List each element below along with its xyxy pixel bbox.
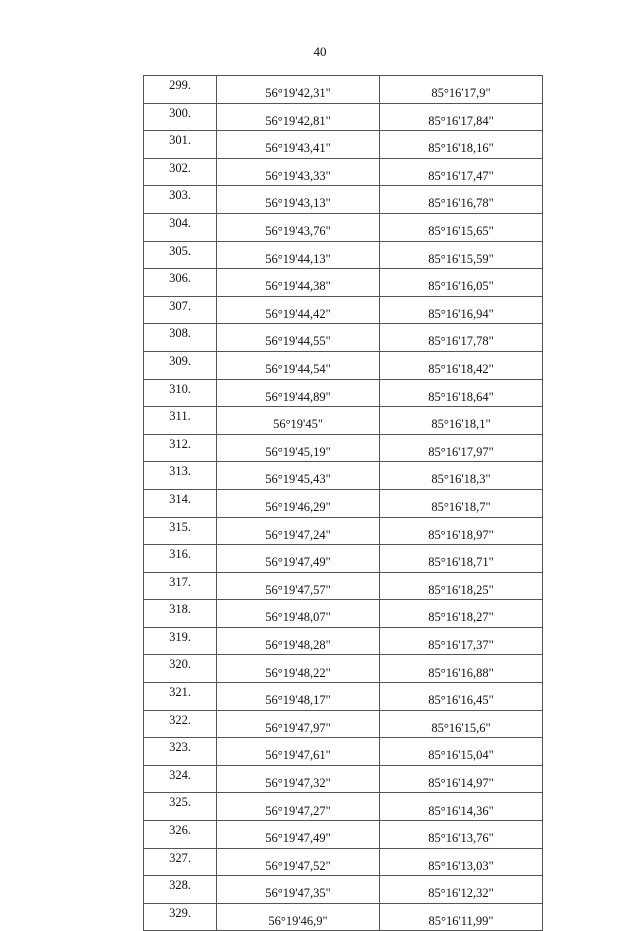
latitude-cell: 56°19'47,24" (217, 517, 380, 545)
latitude-cell: 56°19'44,13" (217, 241, 380, 269)
latitude-cell: 56°19'44,55" (217, 324, 380, 352)
latitude-cell: 56°19'48,28" (217, 627, 380, 655)
coordinates-table (143, 75, 543, 931)
table-row (144, 213, 543, 241)
longitude-cell: 85°16'11,99" (380, 903, 543, 931)
longitude-cell: 85°16'16,05" (380, 269, 543, 297)
point-number-cell: 299. (144, 76, 217, 104)
latitude-cell: 56°19'47,61" (217, 738, 380, 766)
table-row (144, 903, 543, 931)
latitude-cell: 56°19'48,22" (217, 655, 380, 683)
table-row (144, 103, 543, 131)
table-row (144, 572, 543, 600)
table-row (144, 517, 543, 545)
coordinates-table-body (144, 76, 543, 931)
longitude-cell: 85°16'14,97" (380, 765, 543, 793)
longitude-cell: 85°16'18,71" (380, 545, 543, 573)
point-number-cell: 317. (144, 572, 217, 600)
point-number-cell: 316. (144, 545, 217, 573)
table-row (144, 489, 543, 517)
longitude-cell: 85°16'18,27" (380, 600, 543, 628)
point-number-cell: 305. (144, 241, 217, 269)
point-number-cell: 309. (144, 351, 217, 379)
point-number-cell: 306. (144, 269, 217, 297)
latitude-cell: 56°19'45,43" (217, 462, 380, 490)
latitude-cell: 56°19'44,54" (217, 351, 380, 379)
latitude-cell: 56°19'43,76" (217, 213, 380, 241)
longitude-cell: 85°16'18,64" (380, 379, 543, 407)
point-number-cell: 319. (144, 627, 217, 655)
longitude-cell: 85°16'18,16" (380, 131, 543, 159)
latitude-cell: 56°19'47,32" (217, 765, 380, 793)
latitude-cell: 56°19'44,38" (217, 269, 380, 297)
table-row (144, 434, 543, 462)
table-row (144, 655, 543, 683)
table-row (144, 158, 543, 186)
table-row (144, 241, 543, 269)
table-row (144, 186, 543, 214)
longitude-cell: 85°16'14,36" (380, 793, 543, 821)
table-row (144, 351, 543, 379)
point-number-cell: 327. (144, 848, 217, 876)
point-number-cell: 302. (144, 158, 217, 186)
table-row (144, 710, 543, 738)
longitude-cell: 85°16'15,04" (380, 738, 543, 766)
longitude-cell: 85°16'12,32" (380, 876, 543, 904)
table-row (144, 407, 543, 435)
point-number-cell: 300. (144, 103, 217, 131)
page-number: 40 (313, 44, 327, 59)
longitude-cell: 85°16'18,7" (380, 489, 543, 517)
point-number-cell: 321. (144, 683, 217, 711)
latitude-cell: 56°19'47,57" (217, 572, 380, 600)
latitude-cell: 56°19'42,31" (217, 76, 380, 104)
longitude-cell: 85°16'18,42" (380, 351, 543, 379)
point-number-cell: 313. (144, 462, 217, 490)
table-row (144, 545, 543, 573)
point-number-cell: 315. (144, 517, 217, 545)
latitude-cell: 56°19'44,42" (217, 296, 380, 324)
latitude-cell: 56°19'42,81" (217, 103, 380, 131)
latitude-cell: 56°19'48,17" (217, 683, 380, 711)
latitude-cell: 56°19'44,89" (217, 379, 380, 407)
table-row (144, 765, 543, 793)
longitude-cell: 85°16'17,97" (380, 434, 543, 462)
longitude-cell: 85°16'16,94" (380, 296, 543, 324)
latitude-cell: 56°19'45,19" (217, 434, 380, 462)
table-row (144, 462, 543, 490)
table-row (144, 683, 543, 711)
table-row (144, 379, 543, 407)
point-number-cell: 322. (144, 710, 217, 738)
longitude-cell: 85°16'16,88" (380, 655, 543, 683)
table-row (144, 793, 543, 821)
table-row (144, 627, 543, 655)
table-row (144, 600, 543, 628)
point-number-cell: 303. (144, 186, 217, 214)
longitude-cell: 85°16'17,47" (380, 158, 543, 186)
latitude-cell: 56°19'46,9" (217, 903, 380, 931)
table-row (144, 324, 543, 352)
table-row (144, 821, 543, 849)
longitude-cell: 85°16'18,25" (380, 572, 543, 600)
point-number-cell: 308. (144, 324, 217, 352)
table-row (144, 848, 543, 876)
longitude-cell: 85°16'17,9" (380, 76, 543, 104)
longitude-cell: 85°16'15,59" (380, 241, 543, 269)
table-row (144, 269, 543, 297)
table-row (144, 131, 543, 159)
longitude-cell: 85°16'17,37" (380, 627, 543, 655)
table-row (144, 296, 543, 324)
longitude-cell: 85°16'17,78" (380, 324, 543, 352)
latitude-cell: 56°19'43,13" (217, 186, 380, 214)
point-number-cell: 310. (144, 379, 217, 407)
latitude-cell: 56°19'48,07" (217, 600, 380, 628)
longitude-cell: 85°16'18,1" (380, 407, 543, 435)
longitude-cell: 85°16'16,45" (380, 683, 543, 711)
longitude-cell: 85°16'17,84" (380, 103, 543, 131)
longitude-cell: 85°16'16,78" (380, 186, 543, 214)
longitude-cell: 85°16'18,3" (380, 462, 543, 490)
latitude-cell: 56°19'47,27" (217, 793, 380, 821)
longitude-cell: 85°16'18,97" (380, 517, 543, 545)
longitude-cell: 85°16'13,76" (380, 821, 543, 849)
latitude-cell: 56°19'47,49" (217, 545, 380, 573)
point-number-cell: 311. (144, 407, 217, 435)
latitude-cell: 56°19'45" (217, 407, 380, 435)
point-number-cell: 314. (144, 489, 217, 517)
latitude-cell: 56°19'46,29" (217, 489, 380, 517)
longitude-cell: 85°16'15,65" (380, 213, 543, 241)
point-number-cell: 301. (144, 131, 217, 159)
latitude-cell: 56°19'47,49" (217, 821, 380, 849)
point-number-cell: 328. (144, 876, 217, 904)
latitude-cell: 56°19'47,52" (217, 848, 380, 876)
point-number-cell: 304. (144, 213, 217, 241)
point-number-cell: 312. (144, 434, 217, 462)
point-number-cell: 325. (144, 793, 217, 821)
point-number-cell: 329. (144, 903, 217, 931)
point-number-cell: 318. (144, 600, 217, 628)
table-row (144, 76, 543, 104)
table-row (144, 876, 543, 904)
latitude-cell: 56°19'43,41" (217, 131, 380, 159)
point-number-cell: 323. (144, 738, 217, 766)
latitude-cell: 56°19'47,97" (217, 710, 380, 738)
point-number-cell: 307. (144, 296, 217, 324)
table-row (144, 738, 543, 766)
point-number-cell: 326. (144, 821, 217, 849)
latitude-cell: 56°19'43,33" (217, 158, 380, 186)
longitude-cell: 85°16'13,03" (380, 848, 543, 876)
point-number-cell: 324. (144, 765, 217, 793)
point-number-cell: 320. (144, 655, 217, 683)
longitude-cell: 85°16'15,6" (380, 710, 543, 738)
latitude-cell: 56°19'47,35" (217, 876, 380, 904)
